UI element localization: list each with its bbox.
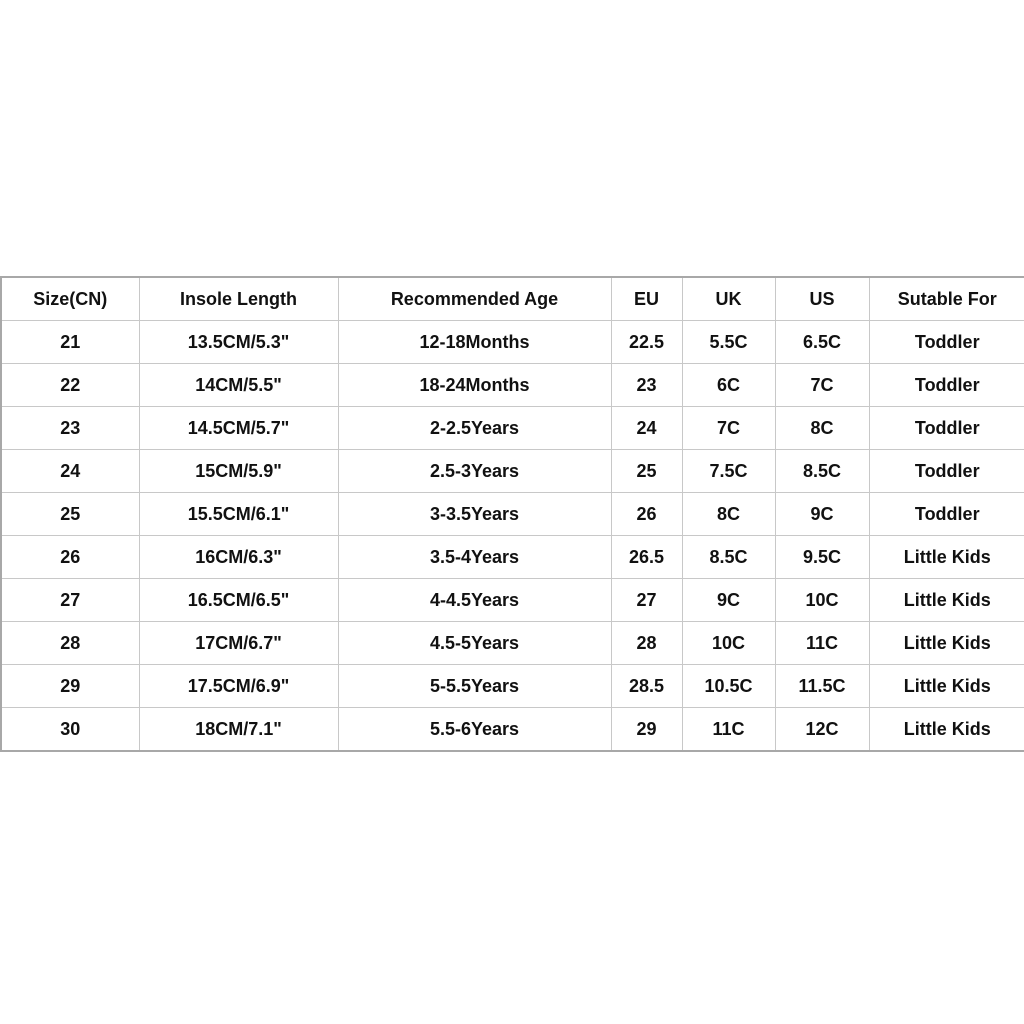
cell-uk: 10C (682, 622, 775, 665)
cell-recommended-age: 2-2.5Years (338, 407, 611, 450)
cell-suitable-for: Little Kids (869, 665, 1024, 708)
header-uk: UK (682, 277, 775, 321)
header-us: US (775, 277, 869, 321)
cell-recommended-age: 3.5-4Years (338, 536, 611, 579)
cell-suitable-for: Toddler (869, 493, 1024, 536)
cell-suitable-for: Little Kids (869, 536, 1024, 579)
cell-us: 8.5C (775, 450, 869, 493)
cell-uk: 5.5C (682, 321, 775, 364)
cell-uk: 8.5C (682, 536, 775, 579)
table-row (1, 450, 1024, 493)
cell-eu: 25 (611, 450, 682, 493)
cell-us: 10C (775, 579, 869, 622)
cell-suitable-for: Toddler (869, 450, 1024, 493)
cell-uk: 8C (682, 493, 775, 536)
cell-recommended-age: 4-4.5Years (338, 579, 611, 622)
cell-suitable-for: Toddler (869, 321, 1024, 364)
cell-size-cn: 21 (1, 321, 139, 364)
cell-uk: 7C (682, 407, 775, 450)
cell-recommended-age: 5-5.5Years (338, 665, 611, 708)
cell-size-cn: 25 (1, 493, 139, 536)
cell-eu: 28 (611, 622, 682, 665)
cell-size-cn: 26 (1, 536, 139, 579)
cell-eu: 27 (611, 579, 682, 622)
cell-recommended-age: 5.5-6Years (338, 708, 611, 752)
cell-us: 11C (775, 622, 869, 665)
cell-size-cn: 29 (1, 665, 139, 708)
table-row (1, 536, 1024, 579)
cell-size-cn: 23 (1, 407, 139, 450)
table-row (1, 579, 1024, 622)
cell-eu: 26.5 (611, 536, 682, 579)
cell-recommended-age: 4.5-5Years (338, 622, 611, 665)
cell-us: 9C (775, 493, 869, 536)
cell-size-cn: 24 (1, 450, 139, 493)
cell-insole-length: 18CM/7.1" (139, 708, 338, 752)
header-recommended-age: Recommended Age (338, 277, 611, 321)
cell-size-cn: 22 (1, 364, 139, 407)
table-row (1, 321, 1024, 364)
cell-us: 6.5C (775, 321, 869, 364)
cell-recommended-age: 12-18Months (338, 321, 611, 364)
cell-uk: 11C (682, 708, 775, 752)
cell-suitable-for: Toddler (869, 407, 1024, 450)
cell-uk: 9C (682, 579, 775, 622)
table-row (1, 407, 1024, 450)
header-eu: EU (611, 277, 682, 321)
cell-insole-length: 16.5CM/6.5" (139, 579, 338, 622)
table-row (1, 364, 1024, 407)
header-suitable-for: Sutable For (869, 277, 1024, 321)
cell-uk: 7.5C (682, 450, 775, 493)
table-row (1, 622, 1024, 665)
cell-eu: 22.5 (611, 321, 682, 364)
cell-uk: 6C (682, 364, 775, 407)
table-body (1, 321, 1024, 752)
cell-insole-length: 16CM/6.3" (139, 536, 338, 579)
header-size-cn: Size(CN) (1, 277, 139, 321)
cell-insole-length: 17CM/6.7" (139, 622, 338, 665)
cell-eu: 29 (611, 708, 682, 752)
cell-eu: 24 (611, 407, 682, 450)
cell-insole-length: 13.5CM/5.3" (139, 321, 338, 364)
cell-uk: 10.5C (682, 665, 775, 708)
cell-insole-length: 14CM/5.5" (139, 364, 338, 407)
cell-suitable-for: Little Kids (869, 622, 1024, 665)
cell-insole-length: 14.5CM/5.7" (139, 407, 338, 450)
cell-size-cn: 30 (1, 708, 139, 752)
cell-suitable-for: Little Kids (869, 579, 1024, 622)
cell-suitable-for: Little Kids (869, 708, 1024, 752)
size-chart-table (0, 276, 1024, 752)
cell-eu: 28.5 (611, 665, 682, 708)
cell-us: 11.5C (775, 665, 869, 708)
table-row (1, 665, 1024, 708)
cell-us: 8C (775, 407, 869, 450)
table-row (1, 493, 1024, 536)
cell-suitable-for: Toddler (869, 364, 1024, 407)
cell-size-cn: 27 (1, 579, 139, 622)
cell-recommended-age: 2.5-3Years (338, 450, 611, 493)
cell-size-cn: 28 (1, 622, 139, 665)
cell-recommended-age: 18-24Months (338, 364, 611, 407)
cell-insole-length: 15CM/5.9" (139, 450, 338, 493)
cell-us: 9.5C (775, 536, 869, 579)
table-row (1, 708, 1024, 752)
cell-recommended-age: 3-3.5Years (338, 493, 611, 536)
cell-eu: 23 (611, 364, 682, 407)
header-insole-length: Insole Length (139, 277, 338, 321)
cell-insole-length: 17.5CM/6.9" (139, 665, 338, 708)
cell-eu: 26 (611, 493, 682, 536)
cell-us: 12C (775, 708, 869, 752)
header-row (1, 277, 1024, 321)
cell-us: 7C (775, 364, 869, 407)
cell-insole-length: 15.5CM/6.1" (139, 493, 338, 536)
